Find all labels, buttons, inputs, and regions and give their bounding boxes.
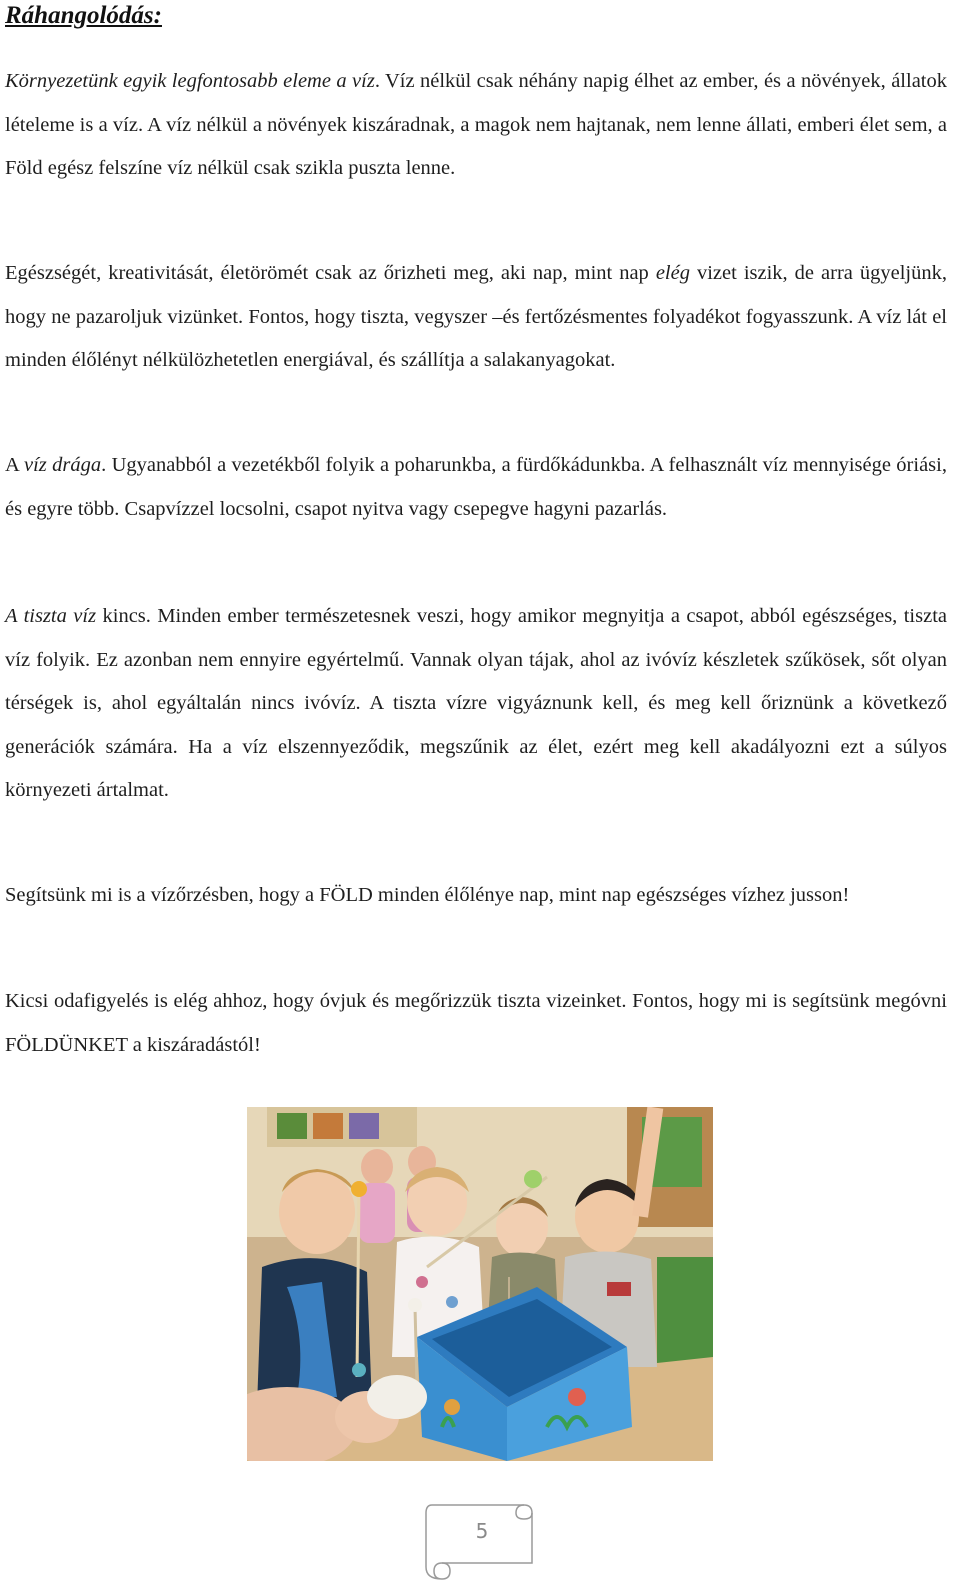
section-heading: Ráhangolódás: — [5, 2, 162, 29]
classroom-photo — [247, 1107, 713, 1461]
paragraph-2-text-b: vizet iszik, de arra ügyeljünk, hogy ne pazaroljuk vizünket. Fontos, hogy tiszta, vegyszer –és fertőzésmentes folyadékot fogyasszunk. A víz lát el minden élőlényt nélkülözhetetlen energiával, és szállítja a salakanyagokat. — [5, 262, 948, 371]
paragraph-3 — [5, 444, 947, 531]
page-number-scroll — [422, 1497, 542, 1581]
paragraph-3-text-a: A — [5, 454, 25, 476]
paragraph-4-text: kincs. Minden ember természetesnek veszi, hogy amikor megnyitja a csapot, abból egészséges, tiszta víz folyik. Ez azonban nem ennyire egyértelmű. Vannak olyan tájak, ahol az ivóvíz készletek szűkösek, sőt olyan térségek is, ahol egyáltalán nincs ivóvíz. A tiszta vízre vigyáznunk kell, és meg kell őriznünk a következő generációk számára. Ha a víz elszennyeződik, megszűnik az élet, ezért meg kell akadályozni ezt a súlyos környezeti ártalmat. — [5, 605, 947, 801]
paragraph-3-text-b: . Ugyanabból a vezetékből folyik a poharunkba, a fürdőkádunkba. A felhasznált víz mennyisége óriási, és egyre több. Csapvízzel locsolni, csapot nyitva vagy csepegve hagyni pazarlás. — [5, 454, 947, 520]
paragraph-6: Kicsi odafigyelés is elég ahhoz, hogy óvjuk és megőrizzük tiszta vizeinket. Fontos, hogy mi is segítsünk megóvni FÖLDÜNKET a kiszáradástól! — [5, 990, 947, 1056]
page-number: 5 — [475, 1519, 489, 1543]
paragraph-4 — [5, 595, 947, 813]
paragraph-1 — [5, 60, 947, 191]
paragraph-4-italic: A tiszta víz — [5, 605, 97, 627]
paragraph-2-text-a: Egészségét, kreativitását, életörömét csak az őrizheti meg, aki nap, mint nap — [5, 262, 656, 284]
paragraph-2-italic: elég — [655, 262, 690, 284]
paragraph-2 — [5, 252, 947, 383]
paragraph-1-italic: Környezetünk egyik legfontosabb eleme a víz — [5, 70, 375, 92]
paragraph-1-text: . Víz nélkül csak néhány napig élhet az ember, és a növények, állatok lételeme is a víz. A víz nélkül a növények kiszáradnak, a magok nem hajtanak, nem lenne állati, emberi élet sem, a Föld egész felszíne víz nélkül csak szikla puszta lenne. — [5, 70, 947, 179]
paragraph-5: Segítsünk mi is a vízőrzésben, hogy a FÖLD minden élőlénye nap, mint nap egészséges vízhez jusson! — [5, 884, 850, 906]
paragraph-3-italic: víz drága — [24, 454, 102, 476]
